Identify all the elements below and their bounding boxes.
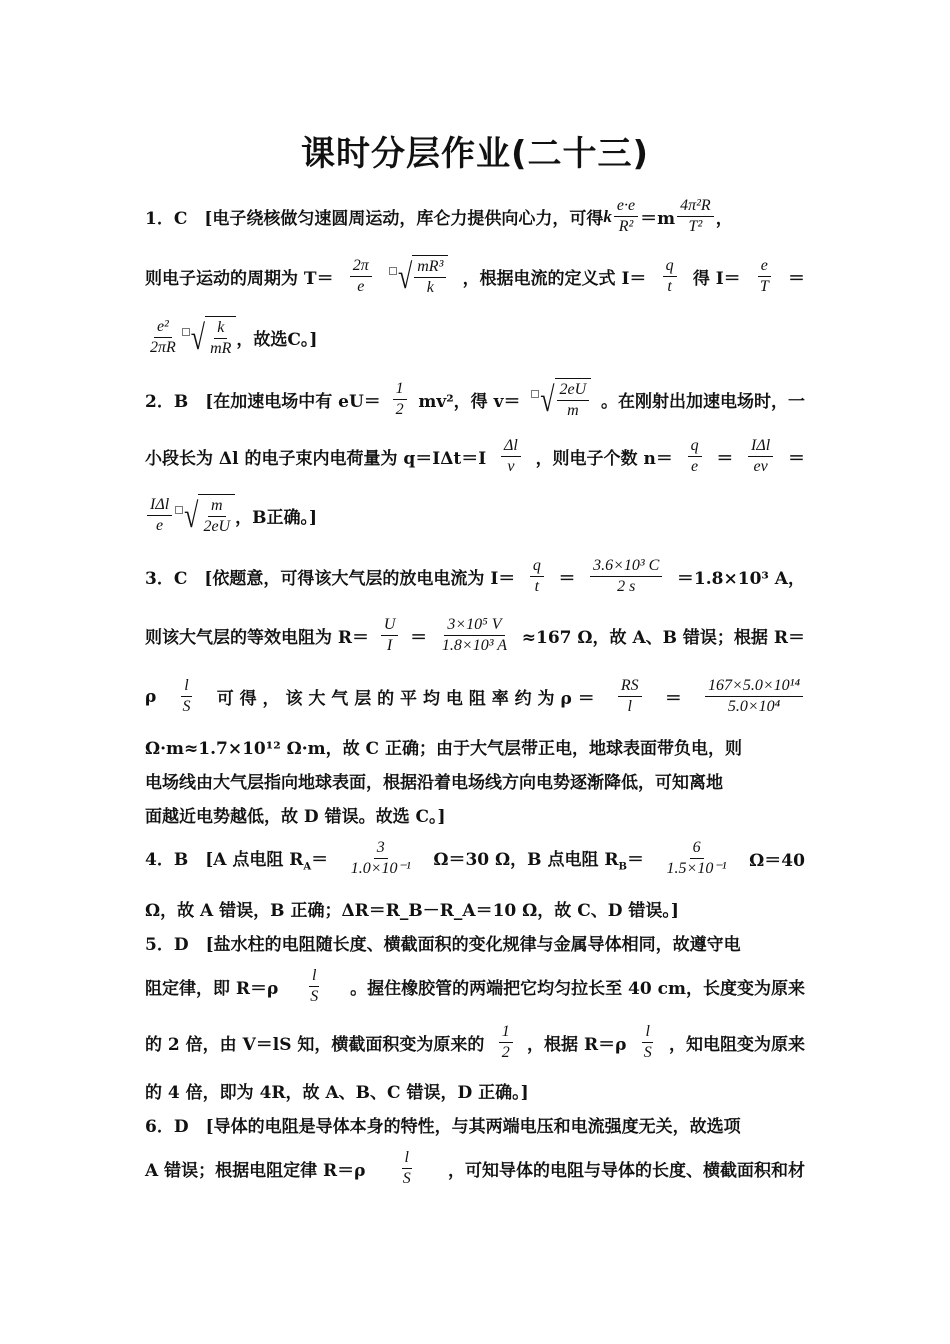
q1-text: 1．C [电子绕核做匀速圆周运动，库仑力提供向心力，可得: [145, 209, 604, 229]
q3-line-5: 电场线由大气层指向地球表面，根据沿着电场线方向电势逐渐降低，可知离地: [145, 772, 723, 793]
q1-line-2: 则电子运动的周期为 T＝ $\frac{2\pi}{e}$ √ $\frac{\text{mR³}}{k}$ ，根据电流的定义式 I＝ $\frac{q}{t}$ 得 I＝ $\frac{e}{T}$ ＝: [145, 256, 805, 296]
sqrt-icon: √ $\frac{2eU}{m}$: [530, 378, 591, 421]
q3-line-6: 面越近电势越低，故 D 错误。故选 C。]: [145, 806, 446, 827]
q1-frac-ee: $\frac{e\cdot e}{\text{R²}}$: [614, 196, 638, 237]
q2-line-1: 2．B [在加速电场中有 eU＝ $\frac{1}{2}$ mv²，得 v＝ √ $\frac{2eU}{m}$ 。在刚射出加速电场时，一: [145, 379, 805, 419]
q5-line-3: 的 2 倍，由 V＝lS 知，横截面积变为原来的 $\frac{1}{2}$ ，根据 R＝ρ $\frac{l}{S}$ ，知电阻变为原来: [145, 1023, 805, 1061]
q3-line-2: 则该大气层的等效电阻为 R＝ $\frac{U}{I}$ ＝ $\frac{\text{3×10⁵ V}}{\text{1.8×10³ A}}$ ≈167 Ω，故 A、B 错误；根据 R＝: [145, 616, 805, 654]
q6-line-2: A 错误；根据电阻定律 R＝ρ $\frac{l}{S}$ ，可知导体的电阻与导体的长度、横截面积和材: [145, 1149, 805, 1187]
q1-line-3: $\frac{\text{e²}}{2\pi R}$ √ $\frac{k}{mR}$ ，故选C。]: [145, 316, 805, 359]
q4-line-2: Ω，故 A 错误，B 正确；ΔR＝R_B－R_A＝10 Ω，故 C、D 错误。]: [145, 900, 679, 921]
q5-line-1: 5．D [盐水柱的电阻随长度、横截面积的变化规律与金属导体相同，故遵守电: [145, 934, 741, 955]
q3-line-3: ρ $\frac{l}{S}$ 可 得 ， 该 大 气 层 的 平 均 电 阻 率 约 为 ρ ＝ $\frac{RS}{l}$ ＝ $\frac{\text{167×5.0×10¹⁴}}{\text{5.0×10⁴}}$: [145, 676, 805, 717]
q1-frac-2pi-e: $\frac{2\pi}{e}$: [350, 256, 372, 297]
q1-frac-eT: $\frac{e}{T}$: [757, 256, 772, 297]
q1-frac-e2: $\frac{\text{e²}}{2\pi R}$: [150, 318, 176, 356]
page-title: 课时分层作业(二十三): [300, 134, 650, 174]
q1-line-1: 1．C [电子绕核做匀速圆周运动，库仑力提供向心力，可得 k $\frac{e\cdot e}{\text{R²}}$ ＝m $\frac{\text{4π²R}}{\text{T²}}$ ，: [145, 197, 733, 235]
q1-k: k: [603, 206, 612, 226]
q5-line-4: 的 4 倍，即为 4R，故 A、B、C 错误，D 正确。]: [145, 1082, 529, 1103]
q5-line-2: 阻定律，即 R＝ρ $\frac{l}{S}$ 。握住橡胶管的两端把它均匀拉长至 40 cm，长度变为原来: [145, 967, 805, 1005]
sqrt-icon: √ $\frac{m}{2eU}$: [174, 494, 235, 537]
q2-line-3: $\frac{\text{IΔl}}{e}$ √ $\frac{m}{2eU}$ ，B正确。]: [145, 494, 805, 537]
q3-line-1: 3．C [依题意，可得该大气层的放电电流为 I＝ $\frac{q}{t}$ ＝ $\frac{\text{3.6×10³ C}}{2 s}$ ＝1.8×10³ A，: [145, 557, 805, 595]
q3-line-4: Ω·m≈1.7×10¹² Ω·m，故 C 正确；由于大气层带正电，地球表面带负电，则: [145, 738, 742, 759]
q1-frac-4pi2r: $\frac{\text{4π²R}}{\text{T²}}$: [677, 196, 714, 237]
q4-line-1: 4．B [A 点电阻 $R_A=$ $\frac{3}{\text{1.0×10⁻¹}}$ Ω＝30 Ω，B 点电阻 $R_B=$ $\frac{6}{\text{1.5×10⁻¹}}$ Ω＝40: [145, 839, 805, 877]
sqrt-icon: √ $\frac{\text{mR³}}{k}$: [388, 255, 448, 298]
q2-line-2: 小段长为 Δl 的电子束内电荷量为 q＝IΔt＝I $\frac{\Delta l}{v}$ ，则电子个数 n＝ $\frac{q}{e}$ ＝ $\frac{\text{IΔl}}{ev}$ ＝: [145, 437, 805, 475]
q6-line-1: 6．D [导体的电阻是导体本身的特性，与其两端电压和电流强度无关，故选项: [145, 1116, 741, 1137]
q1-frac-qt: $\frac{q}{t}$: [663, 256, 677, 297]
sqrt-icon: √ $\frac{k}{mR}$: [181, 316, 237, 359]
